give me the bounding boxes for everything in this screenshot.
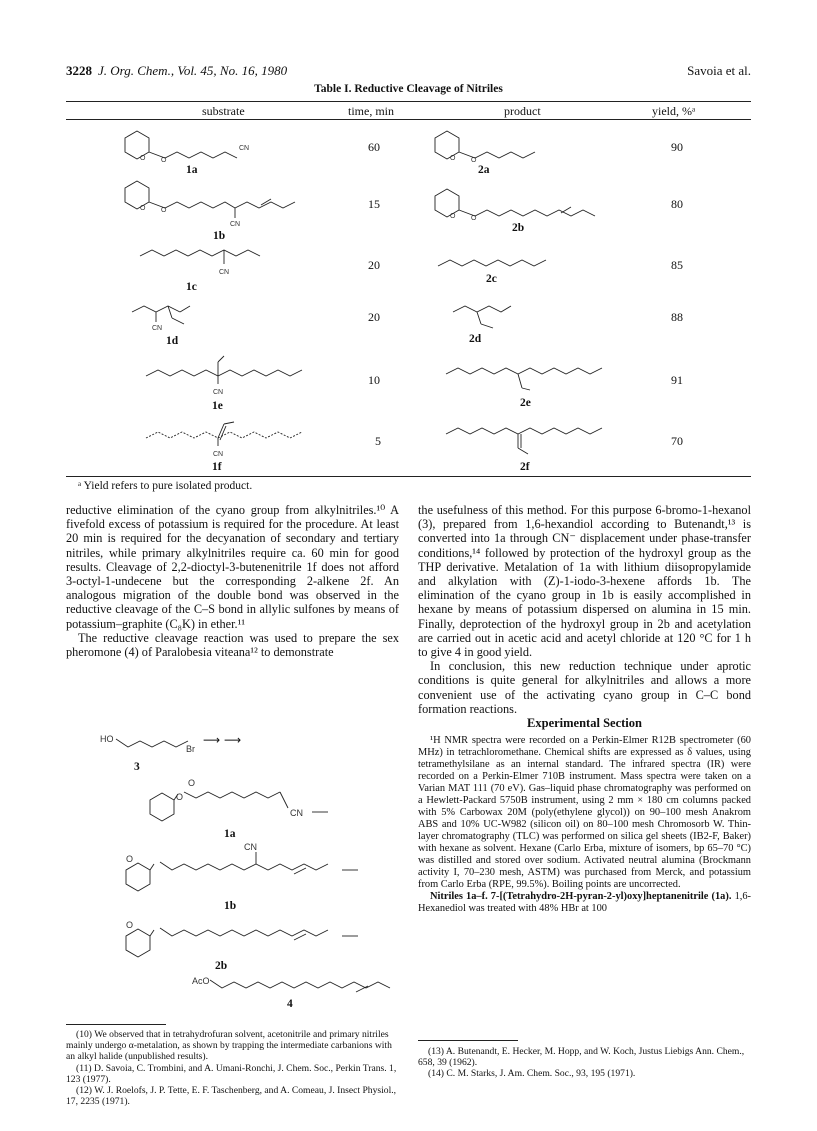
running-header — [66, 63, 287, 79]
svg-text:CN: CN — [244, 842, 257, 852]
yield-2b: 80 — [671, 197, 683, 211]
svg-text:O: O — [126, 854, 134, 864]
experimental-text — [418, 735, 751, 915]
svg-text:CN: CN — [219, 269, 230, 276]
structure-1a-scheme — [140, 772, 380, 832]
svg-text:O: O — [188, 778, 196, 788]
running-authors: Savoia et al. — [687, 63, 751, 78]
procedure-text: 1,6-Hexanediol was treated with 48% HBr at 100 — [418, 891, 752, 914]
col-header-product: product — [504, 104, 541, 118]
structure-1f — [140, 416, 310, 462]
label-1b-scheme: 1b — [224, 900, 237, 912]
time-1d: 20 — [368, 310, 380, 324]
footnote-rule — [66, 1024, 166, 1025]
label-2b: 2b — [512, 222, 525, 234]
paragraph: the usefulness of this method. For this purpose 6-bromo-1-hexanol (3), prepared from 1,6-hexandiol according to Butenandt,¹³ is converted into 1a through CN⁻ displacement under phase-transfer conditions,¹⁴ followed by protection of the hydroxyl group as the THP derivative. Metalation of 1a with lithium diisopropylamide and alkylation with (Z)-1-iodo-3-hexene affords 1b. The elimination of the cyano group in 1b is easily accomplished in hexane by means of potassium dispersed on alumina in 15 min. Finally, deprotection of the hydroxyl group in 2b and acetylation are carried out in acetic acid and acetyl chloride at 120 °C for 1 h to give 4 in good yield. — [418, 503, 751, 660]
time-1b: 15 — [368, 197, 380, 211]
label-2f: 2f — [520, 461, 530, 473]
journal-citation: J. Org. Chem., Vol. 45, No. 16, 1980 — [98, 63, 288, 78]
structure-1e — [140, 350, 310, 396]
structure-2f — [440, 420, 610, 460]
yield-2d: 88 — [671, 310, 683, 324]
yield-2a: 90 — [671, 140, 683, 154]
procedure-title: Nitriles 1a–f. 7-[(Tetrahydro-2H-pyran-2-yl)oxy]heptanenitrile (1a). — [430, 891, 732, 902]
svg-text:O: O — [140, 205, 146, 212]
paragraph: The reductive cleavage reaction was used to prepare the sex pheromone (4) of Paralobesia viteana¹² to demonstrate — [66, 630, 399, 660]
time-1a: 60 — [368, 140, 380, 154]
label-2b-scheme: 2b — [215, 960, 228, 972]
svg-text:HO: HO — [100, 734, 114, 744]
label-1b: 1b — [213, 230, 226, 242]
svg-text:O: O — [161, 157, 167, 164]
table-header-rule — [66, 119, 751, 120]
svg-text:CN: CN — [152, 325, 163, 332]
svg-text:O: O — [471, 157, 477, 164]
label-1a-scheme: 1a — [224, 828, 236, 840]
footnote: (10) We observed that in tetrahydrofuran solvent, acetonitrile and primary nitriles mainly undergo α-metalation, as shown by trapping the intermediate carbanions with an alkyl halide (unpublished results). — [66, 1029, 392, 1063]
structure-2c — [432, 252, 562, 276]
right-footnotes — [418, 1046, 751, 1080]
yield-2e: 91 — [671, 373, 683, 387]
svg-text:O: O — [126, 920, 134, 930]
paragraph: reductive elimination of the cyano group from alkylnitriles.¹⁰ A fivefold excess of potassium is required for the procedure. At least 20 min is required for the decyanation of secondary and tertiary nitriles, while primary alkylnitriles require ca. 60 min for good results. Cleavage of 2,2-dioctyl-3-butenenitrile 1f does not afford 3-octyl-1-undecene but the corresponding 2-alkene 2f. An analogous migration of the double bond was observed in the reductive cleavage of the C–S bond in allylic sulfones by means of potassium–graphite (C₈K) in ether.¹¹ — [66, 503, 399, 631]
left-footnotes — [66, 1029, 399, 1107]
structure-1c — [130, 240, 280, 284]
structure-1d — [126, 298, 216, 334]
structure-3 — [98, 730, 398, 770]
footnote-rule — [418, 1040, 518, 1041]
svg-text:O: O — [161, 207, 167, 214]
svg-text:CN: CN — [230, 221, 241, 228]
paragraph: In conclusion, this new reduction technique under aprotic conditions is quite general for alkylnitriles and allows a more convenient use of the activating cyano group in C–C bond formation reactions. — [418, 659, 751, 716]
time-1f: 5 — [375, 434, 381, 448]
svg-text:O: O — [140, 155, 146, 162]
label-4: 4 — [287, 998, 293, 1010]
structure-2b-scheme — [116, 908, 376, 968]
structure-2b — [425, 186, 615, 226]
paragraph: ¹H NMR spectra were recorded on a Perkin-Elmer R12B spectrometer (60 MHz) in tetrachloromethane. Chemical shifts are expressed as δ values, using tetramethylsilane as an internal standard. The infrared spectra (IR) were recorded on a Perkin-Elmer 710B instrument. Mass spectra were taken on a Varian MAT 111 (70 eV). Gas–liquid phase chromatography was performed on a Hewlett-Packard 5750B instrument, using 2 mm × 180 cm columns packed with 5% Carbowax 20M (poly(ethylene glycol)) on 90–100 mesh Anakrom ABS and 10% UC-W982 (silicon oil) on 80–100 mesh Chromosorb W. Thin-layer chromatography (TLC) was performed on silica gel sheets (IB2-F, Baker) with hexane as solvent. Hexane (Carlo Erba, mixture of isomers, bp 65–70 °C) was distilled and stored over sodium. Activated neutral alumina (Brockmann activity I, 70–230 mesh, ASTM) was purchased from Merck, and potassium from Carlo Erba (RPE, 99.5%). Boiling points are uncorrected. — [418, 735, 751, 890]
svg-text:AcO: AcO — [192, 976, 210, 986]
structure-2e — [440, 360, 610, 396]
label-2e: 2e — [520, 397, 531, 409]
structure-4 — [190, 972, 400, 1002]
left-column-text — [66, 503, 399, 659]
footnote: (11) D. Savoia, C. Trombini, and A. Umani-Ronchi, J. Chem. Soc., Perkin Trans. 1, 123 (1977). — [66, 1062, 397, 1085]
svg-text:O: O — [176, 792, 184, 802]
arrow: ⟶ ⟶ — [203, 733, 242, 747]
structure-1b-scheme — [116, 842, 376, 902]
svg-text:O: O — [450, 213, 456, 220]
structure-2a — [425, 126, 545, 166]
svg-text:O: O — [471, 215, 477, 222]
table-top-rule — [66, 101, 751, 102]
time-1e: 10 — [368, 373, 380, 387]
svg-text:CN: CN — [213, 389, 224, 396]
col-header-yield: yield, %ᵃ — [652, 104, 696, 118]
right-column-text — [418, 503, 751, 716]
footnote: (12) W. J. Roelofs, J. P. Tette, E. F. Taschenberg, and A. Comeau, J. Insect Physiol., 17, 2235 (1971). — [66, 1085, 397, 1108]
label-2a: 2a — [478, 164, 490, 176]
table-caption: Table I. Reductive Cleavage of Nitriles — [314, 83, 503, 95]
label-2c: 2c — [486, 273, 497, 285]
col-header-time: time, min — [348, 104, 394, 118]
table-bottom-rule — [66, 476, 751, 477]
page-number: 3228 — [66, 63, 92, 78]
yield-2c: 85 — [671, 258, 683, 272]
time-1c: 20 — [368, 258, 380, 272]
svg-text:CN: CN — [239, 145, 250, 152]
footnote: (14) C. M. Starks, J. Am. Chem. Soc., 93, 195 (1971). — [428, 1068, 636, 1080]
label-1a: 1a — [186, 164, 198, 176]
svg-text:Br: Br — [186, 744, 195, 754]
label-1e: 1e — [212, 400, 223, 412]
yield-2f: 70 — [671, 434, 683, 448]
structure-1b — [115, 178, 315, 230]
footnote: (13) A. Butenandt, E. Hecker, M. Hopp, and W. Koch, Justus Liebigs Ann. Chem., 658, 39 (1962). — [418, 1046, 745, 1069]
structure-1a — [115, 126, 265, 166]
table-footnote: ᵃ Yield refers to pure isolated product. — [78, 480, 253, 492]
label-2d: 2d — [469, 333, 482, 345]
label-1f: 1f — [212, 461, 222, 473]
section-heading: Experimental Section — [527, 716, 642, 730]
svg-text:O: O — [450, 155, 456, 162]
label-1d: 1d — [166, 335, 179, 347]
label-1c: 1c — [186, 281, 197, 293]
structure-2d — [447, 298, 527, 334]
col-header-substrate: substrate — [202, 104, 245, 118]
svg-text:CN: CN — [290, 808, 303, 818]
label-3: 3 — [134, 761, 140, 773]
svg-text:CN: CN — [213, 451, 224, 458]
